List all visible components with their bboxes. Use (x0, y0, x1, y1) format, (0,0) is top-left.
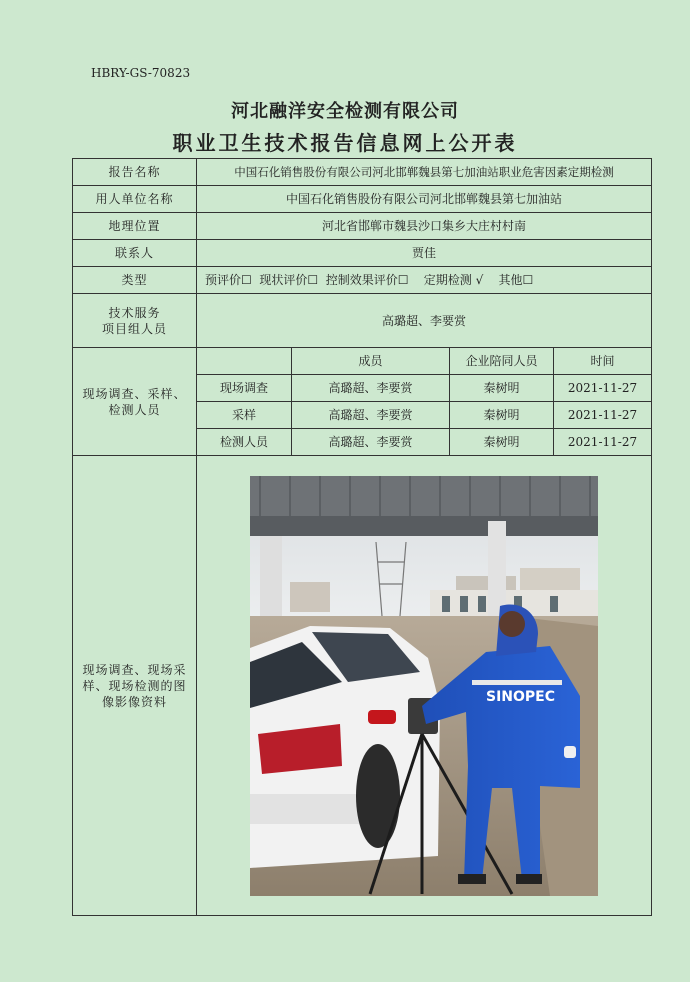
label-type: 类型 (73, 267, 197, 294)
label-team-line2: 项目组人员 (101, 321, 167, 336)
label-photo-line2: 样、现场检测的图 (82, 678, 187, 693)
label-employer: 用人单位名称 (73, 186, 197, 213)
survey-date: 2021-11-27 (554, 429, 652, 456)
jacket-logo: SINOPEC (486, 688, 556, 705)
label-survey-line1: 现场调查、采样、 (82, 386, 187, 401)
value-location: 河北省邯郸市魏县沙口集乡大庄村村南 (197, 213, 652, 240)
survey-members: 高璐超、李要赏 (292, 375, 450, 402)
value-report-name: 中国石化销售股份有限公司河北邯郸魏县第七加油站职业危害因素定期检测 (197, 159, 652, 186)
row-type (73, 267, 652, 294)
info-table (72, 158, 652, 916)
label-photo (73, 456, 197, 916)
survey-header-row (73, 348, 652, 375)
survey-task: 现场调查 (197, 375, 292, 402)
survey-date: 2021-11-27 (554, 402, 652, 429)
document-title: 职业卫生技术报告信息网上公开表 (172, 131, 518, 155)
survey-task: 检测人员 (197, 429, 292, 456)
header-date: 时间 (554, 348, 652, 375)
row-report-name (73, 159, 652, 186)
survey-escort: 秦树明 (450, 429, 554, 456)
survey-members: 高璐超、李要赏 (292, 429, 450, 456)
label-team (73, 294, 197, 348)
company-name: 河北融洋安全检测有限公司 (231, 101, 459, 122)
label-survey-line2: 检测人员 (108, 402, 161, 417)
value-team: 高璐超、李要赏 (197, 294, 652, 348)
photo-cell (197, 456, 652, 916)
label-photo-line3: 像影像资料 (101, 694, 167, 709)
row-employer (73, 186, 652, 213)
label-team-line1: 技术服务 (108, 305, 161, 320)
survey-escort: 秦树明 (450, 375, 554, 402)
label-location: 地理位置 (73, 213, 197, 240)
value-employer: 中国石化销售股份有限公司河北邯郸魏县第七加油站 (197, 186, 652, 213)
site-inspection-photo (250, 476, 598, 896)
header-escort: 企业陪同人员 (450, 348, 554, 375)
survey-task: 采样 (197, 402, 292, 429)
survey-date: 2021-11-27 (554, 375, 652, 402)
row-photo (73, 456, 652, 916)
label-photo-line1: 现场调查、现场采 (82, 662, 187, 677)
header-members: 成员 (292, 348, 450, 375)
row-team (73, 294, 652, 348)
label-contact: 联系人 (73, 240, 197, 267)
survey-escort: 秦树明 (450, 402, 554, 429)
label-survey (73, 348, 197, 456)
label-report-name: 报告名称 (73, 159, 197, 186)
survey-members: 高璐超、李要赏 (292, 402, 450, 429)
document-number: HBRY-GS-70823 (91, 66, 191, 80)
row-contact (73, 240, 652, 267)
row-location (73, 213, 652, 240)
value-type: 预评价☐ 现状评价☐ 控制效果评价☐ 定期检测 √ 其他☐ (197, 267, 652, 294)
header-task (197, 348, 292, 375)
value-contact: 贾佳 (197, 240, 652, 267)
